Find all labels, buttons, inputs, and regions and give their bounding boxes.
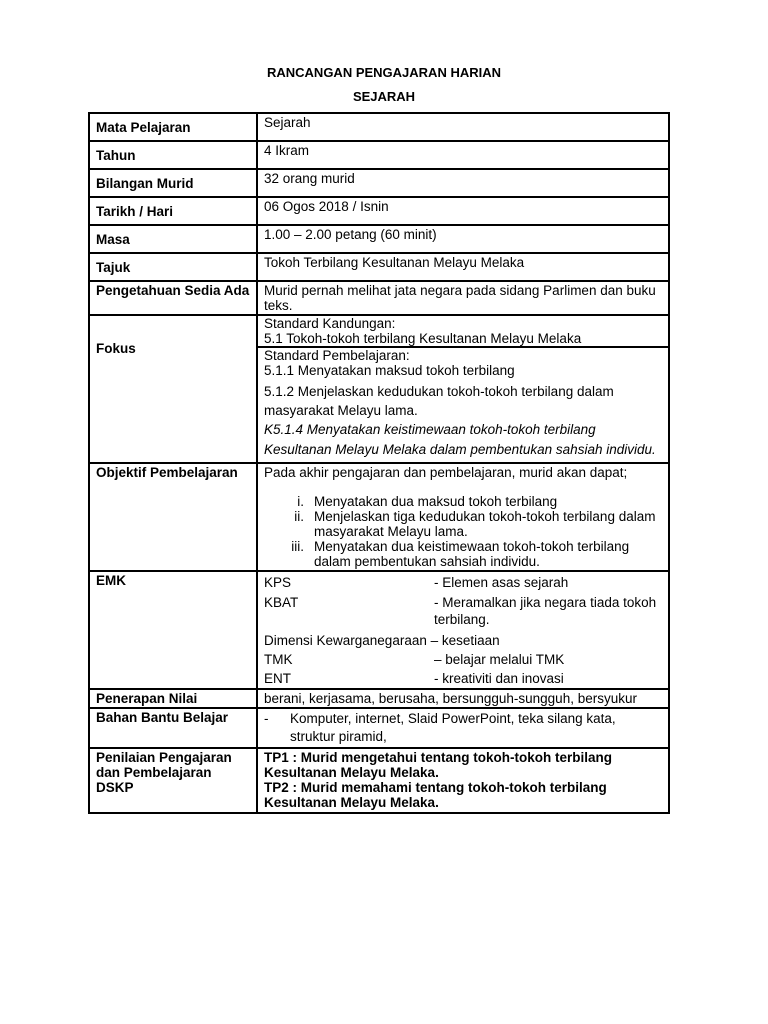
row-value	[257, 708, 669, 748]
sp-item: K5.1.4 Menyatakan keistimewaan tokoh-tokoh terbilang Kesultanan Melayu Melaka dalam pembentukan sahsiah individu.	[264, 422, 656, 457]
table-row	[89, 169, 669, 197]
tp2: TP2 : Murid memahami tentang tokoh-tokoh terbilang Kesultanan Melayu Melaka.	[264, 780, 607, 810]
sp-item: 5.1.1 Menyatakan maksud tokoh terbilang	[264, 363, 515, 378]
emk-kps: KPS - Elemen asas sejarah	[264, 575, 569, 590]
row-label: Pengetahuan Sedia Ada	[89, 281, 257, 315]
standard-kandungan-heading: Standard Kandungan:	[264, 316, 396, 331]
row-value	[257, 748, 669, 813]
table-row	[89, 748, 669, 813]
row-label: Mata Pelajaran	[89, 113, 257, 141]
emk-dimensi: Dimensi Kewarganegaraan – kesetiaan	[264, 633, 500, 648]
row-label	[89, 315, 257, 463]
standard-pembelajaran-heading: Standard Pembelajaran:	[264, 348, 410, 363]
row-value: 06 Ogos 2018 / Isnin	[257, 197, 669, 225]
fokus-cell	[257, 315, 669, 463]
row-label: Masa	[89, 225, 257, 253]
tp1: TP1 : Murid mengetahui tentang tokoh-tokoh terbilang Kesultanan Melayu Melaka.	[264, 750, 612, 780]
emk-ent: ENT - kreativiti dan inovasi	[264, 671, 564, 686]
table-row	[89, 708, 669, 748]
row-value: berani, kerjasama, berusaha, bersungguh-sungguh, bersyukur	[257, 689, 669, 708]
table-row	[89, 281, 669, 315]
list-item: iii. Menyatakan dua keistimewaan tokoh-tokoh terbilang dalam pembentukan sahsiah individu.	[291, 539, 630, 569]
sp-item: 5.1.2 Menjelaskan kedudukan tokoh-tokoh terbilang dalam masyarakat Melayu lama.	[264, 384, 614, 418]
bahan-text: Komputer, internet, Slaid PowerPoint, teka silang kata, struktur piramid,	[290, 711, 616, 744]
row-value: 32 orang murid	[257, 169, 669, 197]
emk-kbat: KBAT - Meramalkan jika negara tiada tokoh terbilang.	[264, 595, 657, 627]
row-value	[257, 463, 669, 571]
emk-tmk: TMK – belajar melalui TMK	[264, 652, 565, 667]
document-title: RANCANGAN PENGAJARAN HARIAN	[266, 65, 501, 80]
table-row	[89, 571, 669, 689]
lesson-plan-table	[88, 112, 670, 814]
row-label: Objektif Pembelajaran	[89, 463, 257, 571]
row-value: Murid pernah melihat jata negara pada sidang Parlimen dan buku teks.	[257, 281, 669, 315]
row-label: Tahun	[89, 141, 257, 169]
fokus-label: Fokus	[96, 341, 136, 356]
list-item: i. Menyatakan dua maksud tokoh terbilang	[297, 494, 558, 509]
objektif-intro: Pada akhir pengajaran dan pembelajaran, murid akan dapat;	[264, 465, 628, 480]
objektif-list	[264, 494, 662, 569]
bullet-dash: -	[264, 711, 269, 726]
table-row	[89, 689, 669, 708]
row-label: Bilangan Murid	[89, 169, 257, 197]
row-label: Penilaian Pengajaran dan Pembelajaran DSKP	[89, 748, 257, 813]
list-item: ii. Menjelaskan tiga kedudukan tokoh-tokoh terbilang dalam masyarakat Melayu lama.	[294, 509, 656, 539]
standard-kandungan: 5.1 Tokoh-tokoh terbilang Kesultanan Melayu Melaka	[264, 331, 582, 346]
document-subtitle: SEJARAH	[352, 89, 416, 104]
row-label: Penerapan Nilai	[89, 689, 257, 708]
row-value: 4 Ikram	[257, 141, 669, 169]
emk-cell	[257, 571, 669, 689]
row-value: Tokoh Terbilang Kesultanan Melayu Melaka	[257, 253, 669, 281]
table-row	[89, 197, 669, 225]
row-label: Tarikh / Hari	[89, 197, 257, 225]
row-label: EMK	[89, 571, 257, 689]
standard-pembelajaran-block	[258, 346, 668, 462]
table-row	[89, 463, 669, 571]
table-row	[89, 113, 669, 141]
table-row	[89, 315, 669, 463]
row-value: Sejarah	[257, 113, 669, 141]
table-row	[89, 141, 669, 169]
table-row	[89, 225, 669, 253]
row-value: 1.00 – 2.00 petang (60 minit)	[257, 225, 669, 253]
row-label: Tajuk	[89, 253, 257, 281]
table-row	[89, 253, 669, 281]
row-label: Bahan Bantu Belajar	[89, 708, 257, 748]
